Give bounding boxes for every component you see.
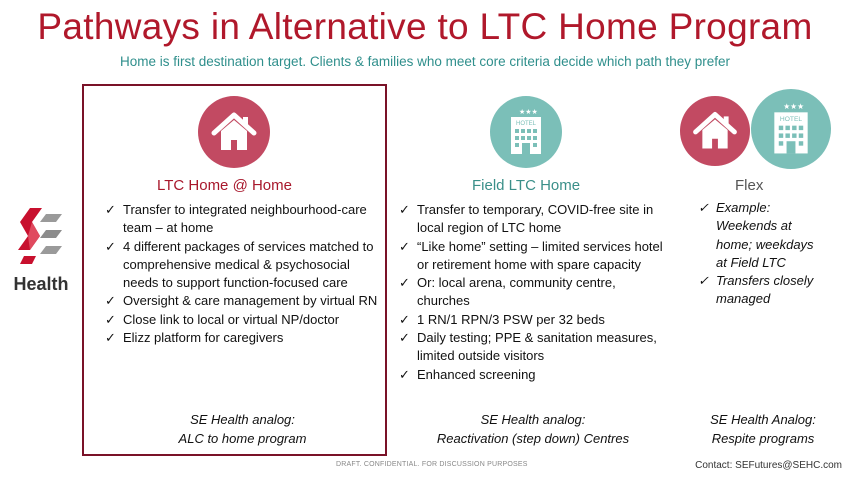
checkmark-icon: ✓	[399, 366, 410, 382]
list-item: ✓ Example: Weekends at home; weekdays at Field LTC	[698, 200, 814, 270]
page-subtitle: Home is first destination target. Clients & families who meet core criteria decide which path they prefer	[119, 54, 731, 69]
list-item: ✓ Elizz platform for caregivers	[104, 329, 386, 347]
draft-notice: DRAFT. CONFIDENTIAL. FOR DISCUSSION PURPOSES	[336, 461, 528, 468]
flex-list	[697, 199, 827, 309]
hotel-icon	[490, 96, 562, 168]
list-item: ✓ 1 RN/1 RPN/3 PSW per 32 beds	[398, 311, 668, 329]
page-title: Pathways in Alternative to LTC Home Program	[37, 6, 813, 47]
column-title-ltc-home-at-home: LTC Home @ Home	[157, 177, 292, 194]
ltc-home-at-home-analog: SE Health analog: ALC to home program	[178, 412, 307, 446]
column-title-field-ltc-home: Field LTC Home	[472, 177, 581, 194]
checkmark-icon: ✓	[399, 238, 410, 254]
flex-analog: SE Health Analog: Respite programs	[710, 412, 816, 446]
checkmark-icon: ✓	[399, 275, 410, 291]
checkmark-icon: ✓	[399, 202, 410, 217]
checkmark-icon: ✓	[399, 311, 410, 327]
field-ltc-home-analog: SE Health analog: Reactivation (step down) Centres	[436, 412, 630, 446]
checkmark-icon: ✓	[105, 311, 116, 327]
field-ltc-home-list	[398, 201, 668, 384]
list-item: ✓ “Like home” setting – limited services hotel or retirement home with spare capacity	[399, 238, 663, 272]
svg-text:★★★: ★★★	[783, 102, 805, 111]
ltc-home-at-home-list	[104, 201, 386, 347]
checkmark-icon: ✓	[105, 238, 116, 254]
checkmark-icon: ✓	[105, 202, 116, 217]
checkmark-icon: ✓	[698, 200, 709, 215]
list-item: ✓ Transfers closely managed	[698, 273, 814, 307]
checkmark-icon: ✓	[105, 330, 116, 346]
svg-text:HOTEL: HOTEL	[779, 116, 803, 124]
logo-text: Health	[13, 274, 69, 294]
se-health-logo	[10, 206, 72, 298]
home-icon	[680, 96, 750, 166]
list-item: ✓ 4 different packages of services matched to comprehensive medical & psychosocial needs to support function-focused care	[105, 238, 374, 291]
list-item: ✓ Or: local arena, community centre, churches	[399, 275, 616, 309]
list-item: ✓ Daily testing; PPE & sanitation measures, limited outside visitors	[399, 330, 657, 364]
column-title-flex: Flex	[735, 177, 764, 194]
hotel-icon	[751, 89, 831, 169]
svg-text:HOTEL: HOTEL	[515, 121, 537, 127]
se-logo-mark	[16, 206, 66, 268]
list-item: ✓ Transfer to temporary, COVID-free site in local region of LTC home	[399, 202, 654, 236]
checkmark-icon: ✓	[399, 330, 410, 346]
checkmark-icon: ✓	[105, 293, 116, 309]
contact-info: Contact: SEFutures@SEHC.com	[695, 460, 842, 471]
checkmark-icon: ✓	[698, 273, 709, 289]
list-item: ✓ Close link to local or virtual NP/doctor	[104, 311, 386, 329]
list-item: ✓ Transfer to integrated neighbourhood-care team – at home	[105, 202, 367, 236]
svg-text:★★★: ★★★	[519, 108, 538, 116]
list-item: ✓ Oversight & care management by virtual RN	[104, 292, 386, 310]
list-item: ✓ Enhanced screening	[398, 366, 668, 384]
home-icon	[198, 96, 270, 168]
